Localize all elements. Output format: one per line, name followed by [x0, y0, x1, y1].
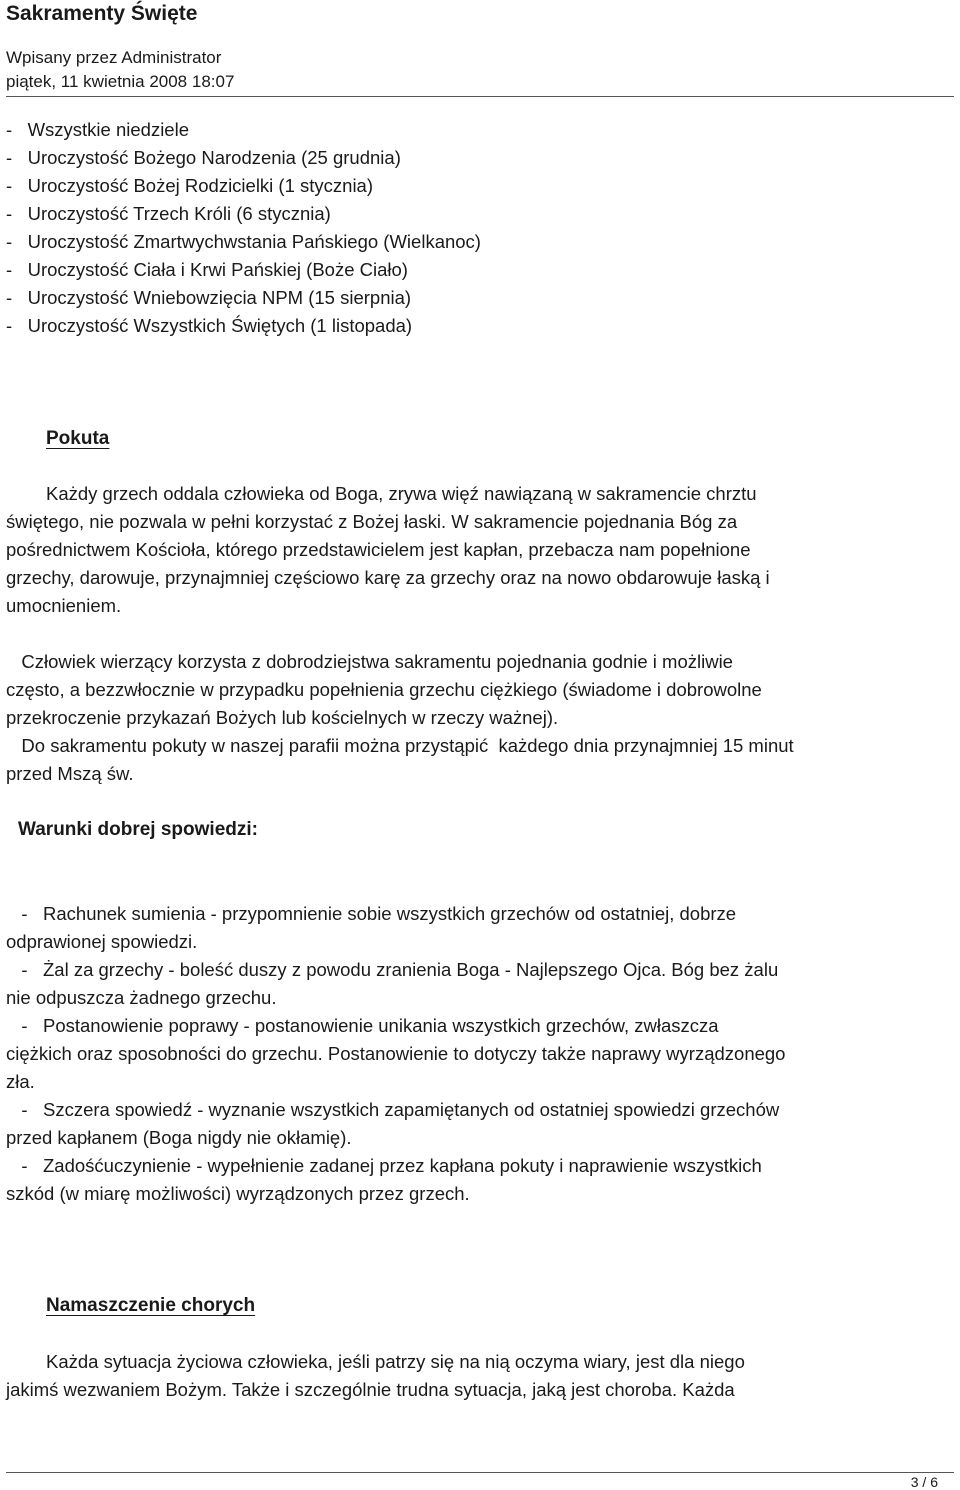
site-title: Sakramenty Święte: [6, 2, 198, 25]
section-heading-warunki: Warunki dobrej spowiedzi:: [18, 819, 258, 840]
header-divider: [6, 96, 954, 97]
paragraph-line: Człowiek wierzący korzysta z dobrodziejstwa sakramentu pojednania godnie i możliwie: [6, 651, 733, 672]
section-heading-namaszczenie: Namaszczenie chorych: [46, 1295, 256, 1316]
paragraph-line: przed Mszą św.: [6, 763, 134, 784]
list-line: nie odpuszcza żadnego grzechu.: [6, 987, 277, 1008]
page-number: 3 / 6: [910, 1474, 938, 1490]
list-line: - Szczera spowiedź - wyznanie wszystkich zapamiętanych od ostatniej spowiedzi grzechów: [6, 1099, 780, 1120]
list-line: odprawionej spowiedzi.: [6, 931, 198, 952]
list-line: - Rachunek sumienia - przypomnienie sobie wszystkich grzechów od ostatniej, dobrze: [6, 903, 737, 924]
paragraph-line: umocnieniem.: [6, 595, 122, 616]
paragraph-line: Każdy grzech oddala człowieka od Boga, zrywa więź nawiązaną w sakramencie chrztu: [46, 483, 757, 504]
list-line: zła.: [6, 1071, 35, 1092]
section-heading-pokuta: Pokuta: [46, 428, 110, 449]
article-date: piątek, 11 kwietnia 2008 18:07: [6, 72, 235, 91]
paragraph-line: świętego, nie pozwala w pełni korzystać z Bożej łaski. W sakramencie pojednania Bóg za: [6, 511, 738, 532]
list-item: - Uroczystość Wszystkich Świętych (1 listopada): [6, 315, 413, 336]
list-item: - Uroczystość Zmartwychwstania Pańskiego (Wielkanoc): [6, 231, 481, 252]
paragraph-line: jakimś wezwaniem Bożym. Także i szczególnie trudna sytuacja, jaką jest choroba. Każda: [6, 1379, 735, 1400]
list-item: - Uroczystość Wniebowzięcia NPM (15 sierpnia): [6, 287, 412, 308]
paragraph-line: Do sakramentu pokuty w naszej parafii można przystąpić każdego dnia przynajmniej 15 minut: [6, 735, 794, 756]
list-line: ciężkich oraz sposobności do grzechu. Postanowienie to dotyczy także naprawy wyrządzonego: [6, 1043, 786, 1064]
footer-divider: [6, 1472, 954, 1473]
list-line: - Zadośćuczynienie - wypełnienie zadanej przez kapłana pokuty i naprawienie wszystkich: [6, 1155, 762, 1176]
paragraph-line: grzechy, darowuje, przynajmniej częściowo karę za grzechy oraz na nowo obdarowuje łaską i: [6, 567, 770, 588]
paragraph-line: często, a bezzwłocznie w przypadku popełnienia grzechu ciężkiego (świadome i dobrowolne: [6, 679, 762, 700]
list-item: - Uroczystość Bożego Narodzenia (25 grudnia): [6, 147, 401, 168]
list-item: - Uroczystość Trzech Króli (6 stycznia): [6, 203, 331, 224]
list-line: - Postanowienie poprawy - postanowienie unikania wszystkich grzechów, zwłaszcza: [6, 1015, 719, 1036]
list-item: - Uroczystość Bożej Rodzicielki (1 stycznia): [6, 175, 374, 196]
list-item: - Uroczystość Ciała i Krwi Pańskiej (Boże Ciało): [6, 259, 408, 280]
paragraph-line: Każda sytuacja życiowa człowieka, jeśli patrzy się na nią oczyma wiary, jest dla niego: [46, 1351, 745, 1372]
list-line: szkód (w miarę możliwości) wyrządzonych przez grzech.: [6, 1183, 470, 1204]
list-line: - Żal za grzechy - boleść duszy z powodu zranienia Boga - Najlepszego Ojca. Bóg bez żalu: [6, 959, 779, 980]
paragraph-line: pośrednictwem Kościoła, którego przedstawicielem jest kapłan, przebacza nam popełnione: [6, 539, 751, 560]
list-line: przed kapłanem (Boga nigdy nie okłamię).: [6, 1127, 352, 1148]
article-author: Wpisany przez Administrator: [6, 48, 222, 67]
list-item: - Wszystkie niedziele: [6, 119, 189, 140]
paragraph-line: przekroczenie przykazań Bożych lub kościelnych w rzeczy ważnej).: [6, 707, 559, 728]
